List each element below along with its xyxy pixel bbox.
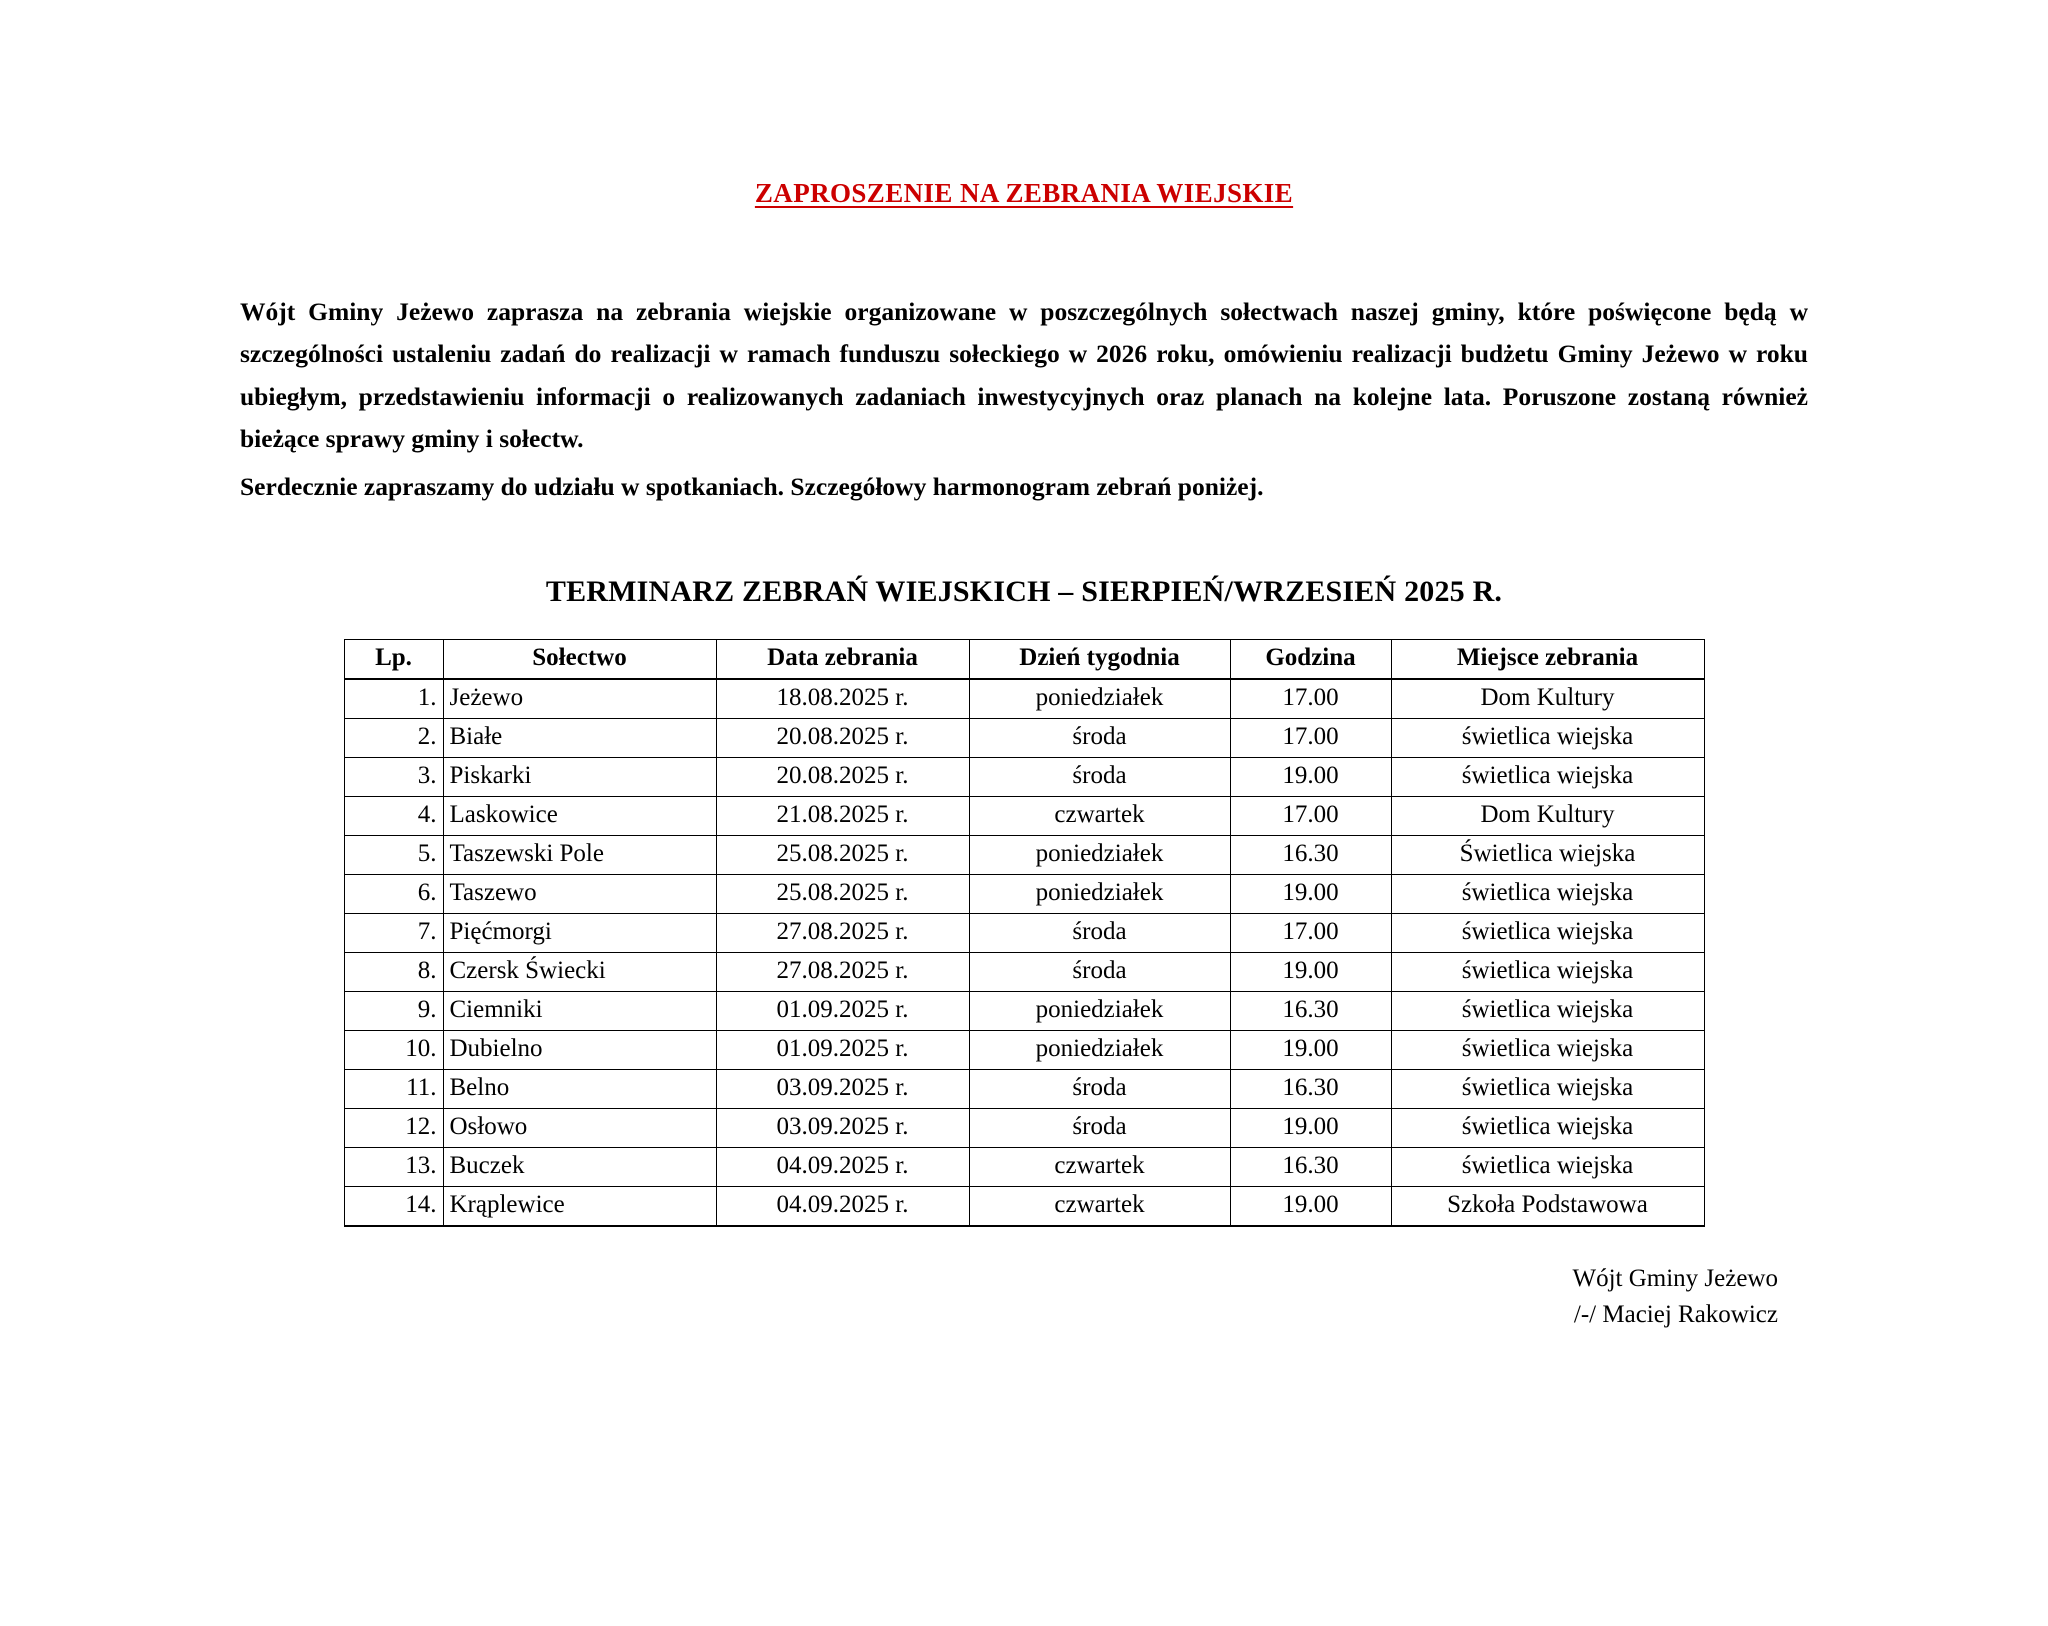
cell-dzien: środa xyxy=(969,718,1230,757)
column-header-dzien: Dzień tygodnia xyxy=(969,639,1230,679)
cell-solectwo: Taszewski Pole xyxy=(443,835,716,874)
cell-solectwo: Laskowice xyxy=(443,796,716,835)
cell-solectwo: Taszewo xyxy=(443,874,716,913)
page-title: ZAPROSZENIE NA ZEBRANIA WIEJSKIE xyxy=(754,178,1294,208)
intro-paragraph: Wójt Gminy Jeżewo zaprasza na zebrania wiejskie organizowane w poszczególnych sołectwach naszej gminy, które poświęcone będą w szczególności ustaleniu zadań do realizacji w ramach funduszu sołeckiego w 2026 roku, omówieniu realizacji budżetu Gminy Jeżewo w roku ubiegłym, przedstawieniu informacji o realizowanych zadaniach inwestycyjnych oraz planach na kolejne lata. Poruszone zostaną również bieżące sprawy gminy i sołectw. xyxy=(240,297,1808,453)
cell-godzina: 17.00 xyxy=(1230,718,1391,757)
cell-godzina: 17.00 xyxy=(1230,913,1391,952)
cell-miejsce: Dom Kultury xyxy=(1391,679,1704,719)
cell-data: 01.09.2025 r. xyxy=(716,1030,969,1069)
table-body xyxy=(344,679,1704,1226)
cell-solectwo: Piskarki xyxy=(443,757,716,796)
cell-solectwo: Jeżewo xyxy=(443,679,716,719)
cell-data: 25.08.2025 r. xyxy=(716,835,969,874)
cell-dzien: środa xyxy=(969,757,1230,796)
table-row xyxy=(344,1147,1704,1186)
table-row xyxy=(344,757,1704,796)
cell-dzien: czwartek xyxy=(969,1147,1230,1186)
cell-godzina: 19.00 xyxy=(1230,874,1391,913)
column-header-miejsce: Miejsce zebrania xyxy=(1391,639,1704,679)
cell-data: 01.09.2025 r. xyxy=(716,991,969,1030)
cell-dzien: poniedziałek xyxy=(969,874,1230,913)
table-row xyxy=(344,1186,1704,1226)
cell-miejsce: świetlica wiejska xyxy=(1391,718,1704,757)
cell-solectwo: Białe xyxy=(443,718,716,757)
cell-godzina: 19.00 xyxy=(1230,952,1391,991)
intro-text-block xyxy=(240,291,1808,509)
cell-solectwo: Ciemniki xyxy=(443,991,716,1030)
table-header xyxy=(344,639,1704,679)
cell-miejsce: świetlica wiejska xyxy=(1391,874,1704,913)
cell-miejsce: świetlica wiejska xyxy=(1391,1108,1704,1147)
cell-lp: 11. xyxy=(344,1069,443,1108)
cell-dzien: poniedziałek xyxy=(969,679,1230,719)
table-row xyxy=(344,991,1704,1030)
cell-data: 03.09.2025 r. xyxy=(716,1069,969,1108)
cell-godzina: 19.00 xyxy=(1230,1186,1391,1226)
table-row xyxy=(344,835,1704,874)
table-row xyxy=(344,874,1704,913)
cell-data: 04.09.2025 r. xyxy=(716,1147,969,1186)
cell-lp: 9. xyxy=(344,991,443,1030)
cell-solectwo: Czersk Świecki xyxy=(443,952,716,991)
cell-solectwo: Krąplewice xyxy=(443,1186,716,1226)
cell-lp: 14. xyxy=(344,1186,443,1226)
cell-dzien: czwartek xyxy=(969,1186,1230,1226)
table-row xyxy=(344,1030,1704,1069)
cell-solectwo: Buczek xyxy=(443,1147,716,1186)
cell-lp: 7. xyxy=(344,913,443,952)
cell-solectwo: Belno xyxy=(443,1069,716,1108)
cell-lp: 1. xyxy=(344,679,443,719)
cell-dzien: środa xyxy=(969,1069,1230,1108)
cell-lp: 8. xyxy=(344,952,443,991)
table-row xyxy=(344,679,1704,719)
cell-data: 27.08.2025 r. xyxy=(716,913,969,952)
cell-dzien: poniedziałek xyxy=(969,1030,1230,1069)
cell-godzina: 19.00 xyxy=(1230,757,1391,796)
cell-miejsce: świetlica wiejska xyxy=(1391,1069,1704,1108)
cell-lp: 12. xyxy=(344,1108,443,1147)
cell-miejsce: Dom Kultury xyxy=(1391,796,1704,835)
signature-name: /-/ Maciej Rakowicz xyxy=(1573,1300,1778,1328)
cell-data: 21.08.2025 r. xyxy=(716,796,969,835)
cell-data: 03.09.2025 r. xyxy=(716,1108,969,1147)
cell-godzina: 19.00 xyxy=(1230,1108,1391,1147)
cell-lp: 13. xyxy=(344,1147,443,1186)
cell-dzien: środa xyxy=(969,913,1230,952)
cell-lp: 10. xyxy=(344,1030,443,1069)
cell-godzina: 16.30 xyxy=(1230,1069,1391,1108)
signature-role: Wójt Gminy Jeżewo xyxy=(1572,1264,1778,1292)
cell-dzien: poniedziałek xyxy=(969,991,1230,1030)
cell-dzien: poniedziałek xyxy=(969,835,1230,874)
cell-data: 27.08.2025 r. xyxy=(716,952,969,991)
column-header-lp: Lp. xyxy=(344,639,443,679)
schedule-table-wrapper xyxy=(240,639,1808,1227)
cell-godzina: 16.30 xyxy=(1230,835,1391,874)
cell-godzina: 17.00 xyxy=(1230,679,1391,719)
column-header-godzina: Godzina xyxy=(1230,639,1391,679)
cell-miejsce: świetlica wiejska xyxy=(1391,952,1704,991)
cell-solectwo: Pięćmorgi xyxy=(443,913,716,952)
cell-godzina: 16.30 xyxy=(1230,991,1391,1030)
cell-miejsce: świetlica wiejska xyxy=(1391,757,1704,796)
schedule-title: TERMINARZ ZEBRAŃ WIEJSKICH – SIERPIEŃ/WRZESIEŃ 2025 R. xyxy=(545,574,1503,608)
cell-godzina: 16.30 xyxy=(1230,1147,1391,1186)
signature-block xyxy=(240,1261,1808,1334)
cell-miejsce: świetlica wiejska xyxy=(1391,1147,1704,1186)
cell-solectwo: Osłowo xyxy=(443,1108,716,1147)
cell-data: 25.08.2025 r. xyxy=(716,874,969,913)
cell-lp: 2. xyxy=(344,718,443,757)
cell-miejsce: świetlica wiejska xyxy=(1391,1030,1704,1069)
cell-miejsce: świetlica wiejska xyxy=(1391,913,1704,952)
table-row xyxy=(344,1108,1704,1147)
document-page xyxy=(0,178,2048,1626)
cell-data: 04.09.2025 r. xyxy=(716,1186,969,1226)
cell-godzina: 19.00 xyxy=(1230,1030,1391,1069)
cell-miejsce: świetlica wiejska xyxy=(1391,991,1704,1030)
cell-miejsce: Świetlica wiejska xyxy=(1391,835,1704,874)
table-header-row xyxy=(344,639,1704,679)
cell-solectwo: Dubielno xyxy=(443,1030,716,1069)
table-row xyxy=(344,1069,1704,1108)
cell-lp: 4. xyxy=(344,796,443,835)
cell-lp: 3. xyxy=(344,757,443,796)
table-row xyxy=(344,913,1704,952)
table-row xyxy=(344,718,1704,757)
table-row xyxy=(344,952,1704,991)
column-header-solectwo: Sołectwo xyxy=(443,639,716,679)
cell-data: 20.08.2025 r. xyxy=(716,757,969,796)
cell-dzien: środa xyxy=(969,1108,1230,1147)
cell-miejsce: Szkoła Podstawowa xyxy=(1391,1186,1704,1226)
cell-dzien: środa xyxy=(969,952,1230,991)
intro-closing: Serdecznie zapraszamy do udziału w spotkaniach. Szczegółowy harmonogram zebrań poniżej. xyxy=(240,472,1264,502)
cell-lp: 6. xyxy=(344,874,443,913)
cell-data: 18.08.2025 r. xyxy=(716,679,969,719)
cell-data: 20.08.2025 r. xyxy=(716,718,969,757)
table-row xyxy=(344,796,1704,835)
cell-dzien: czwartek xyxy=(969,796,1230,835)
schedule-table xyxy=(344,639,1705,1227)
cell-lp: 5. xyxy=(344,835,443,874)
cell-godzina: 17.00 xyxy=(1230,796,1391,835)
column-header-data: Data zebrania xyxy=(716,639,969,679)
